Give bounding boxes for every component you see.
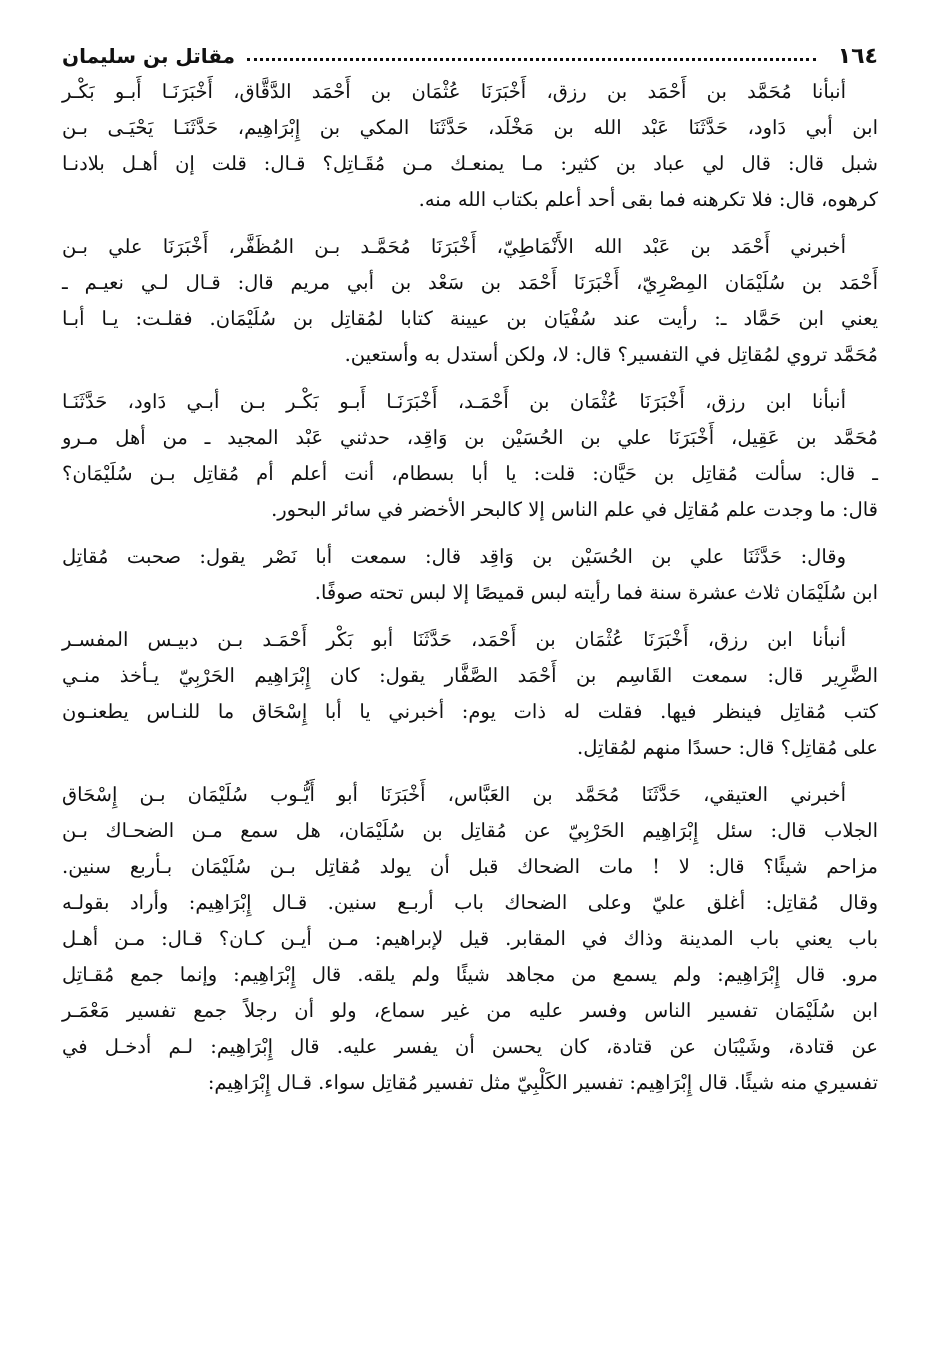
paragraph	[62, 777, 878, 1101]
running-head	[62, 38, 878, 74]
text-line: على مُقاتِل؟ قال: حسدًا منهم لمُقاتِل.	[577, 736, 878, 759]
text-line: مُحَمَّد بن عَقِيل، أَخْبَرَنَا علي بن الحُسَيْن بن وَاقِد، حدثني عَبْد المجيد ـ من أهل مـرو	[62, 426, 878, 449]
text-line: وقال مُقاتِل: أغلق عليّ وعلى الضحاك باب أربـع سنين. قـال إِبْرَاهِيم: وأراد بقولـه	[62, 891, 878, 914]
text-line: مزاحم شيئًا؟ قال: لا ! مات الضحاك قبل أن يولد مُقاتِل بـن سُلَيْمَان بـأربع سنين.	[62, 855, 878, 878]
text-line: ابن سُلَيْمَان تفسير الناس وفسر عليه من غير سماع، ولو أن رجلاً جمع تفسير مَعْمَـر	[62, 999, 878, 1022]
text-line: أنبأنا ابن رزق، أَخْبَرَنَا عُثْمَان بن أَحْمَـد، أَخْبَرَنَـا أَبـو بَكْـر بـن أبـي دَاود، حَدَّثَنَـا	[62, 390, 846, 413]
text-line: أخبرني أَحْمَد بن عَبْد الله الأَنْمَاطِيّ، أَخْبَرَنَا مُحَمَّـد بـن المُظَفَّر، أَخْبَرَنَا علي بـن	[62, 235, 846, 258]
text-line: شبل قال: قال لي عباد بن كثير: مـا يمنعـك مـن مُقَـاتِل؟ قـال: قلت إن أهـل بلادنـا	[62, 152, 878, 175]
text-line: أنبأنا ابن رزق، أَخْبَرَنَا عُثْمَان بن أَحْمَد، حَدَّثَنَا أبو بَكْر أَحْمَـد بـن دبيـس المفسـر	[62, 628, 846, 651]
text-line: الجلاب قال: سئل إِبْرَاهِيم الحَرْبِيّ عن مُقاتِل بن سُلَيْمَان، هل سمع مـن الضحـاك بـن	[62, 819, 878, 842]
text-line: ابن أبي دَاود، حَدَّثَنَا عَبْد الله بن مَخْلَد، حَدَّثَنَا المكي بن إِبْرَاهِيم، حَدَّثَنَـا يَحْيَـى بـن	[62, 116, 878, 139]
text-line: وقال: حَدَّثَنَا علي بن الحُسَيْن بن وَاقِد قال: سمعت أبا نَصْر يقول: صحبت مُقاتِل	[62, 545, 846, 568]
text-line: باب يعني باب المدينة وذاك في المقابر. قيل لإبراهيم: مـن أيـن كـان؟ قـال: مـن أهـل	[62, 927, 878, 950]
text-line: يعني ابن حَمَّاد ـ: رأيت عند سُفْيَان بن عيينة كتابا لمُقاتِل بن سُلَيْمَان. فقلـت: يـا أبـا	[62, 307, 878, 330]
paragraph	[62, 74, 878, 218]
paragraph	[62, 384, 878, 528]
text-line: كرهوه، قال: فلا تكرهنه فما بقى أحد أعلم بكتاب الله منه.	[418, 188, 878, 211]
paragraph	[62, 622, 878, 766]
page-number: ١٦٤	[837, 43, 878, 69]
text-line: الضَّرِير قال: سمعت القَاسِم بن أَحْمَد الصَّفَّار يقول: كان إِبْرَاهِيم الحَرْبِيّ يـأخذ منـي	[62, 664, 878, 687]
text-line: مُحَمَّد تروي لمُقاتِل في التفسير؟ قال: لا، ولكن أستدل به وأستعين.	[344, 343, 878, 366]
text-line: ابن سُلَيْمَان ثلاث عشرة سنة فما رأيته لبس قميصًا إلا لبس تحته صوفًا.	[314, 581, 878, 604]
text-line: قال: ما وجدت علم مُقاتِل في علم الناس إلا كالبحر الأخضر في سائر البحور.	[271, 498, 878, 521]
running-title: مقاتل بن سليمان	[62, 44, 236, 68]
text-line: أنبأنا مُحَمَّد بن أَحْمَد بن رزق، أَخْبَرَنَا عُثْمَان بن أَحْمَد الدَّقَّاق، أَخْبَرَنَـا أَبـو بَكْـر	[62, 80, 846, 103]
text-line: أخبرني العتيقي، حَدَّثَنَا مُحَمَّد بن العَبَّاس، أَخْبَرَنَا أبو أَيُّـوب سُلَيْمَان بـن إِسْحَاق	[62, 783, 846, 806]
text-line: ـ قال: سألت مُقاتِل بن حَيَّان: قلت: يا أبا بسطام، أنت أعلم أم مُقاتِل بـن سُلَيْمَان؟	[62, 462, 878, 485]
paragraph	[62, 539, 878, 611]
text-line: تفسيري منه شيئًا. قال إِبْرَاهِيم: تفسير الكَلْبِيّ مثل تفسير مُقاتِل سواء. قـال إِبْرَاهِيم:	[207, 1071, 878, 1094]
text-line: كتب مُقاتِل فينظر فيها. فقلت له ذات يوم: أخبرني يا أبا إِسْحَاق ما للنـاس يطعنـون	[62, 700, 878, 723]
text-line: عن قتادة، وشَيْبَان عن قتادة، كان يحسن أن يفسر عليه. قال إِبْرَاهِيم: لـم أدخـل في	[62, 1035, 878, 1058]
dotted-leader	[247, 58, 816, 61]
text-line: مرو. قال إِبْرَاهِيم: ولم يسمع من مجاهد شيئًا ولم يلقه. قال إِبْرَاهِيم: وإنما جمع مُقـاتِل	[62, 963, 878, 986]
paragraph	[62, 229, 878, 373]
text-line: أَحْمَد بن سُلَيْمَان المِصْرِيّ، أَخْبَرَنَا أَحْمَد بن سَعْد بن أبي مريم قال: قـال لـي نعيـم ـ	[62, 271, 878, 294]
body-text	[62, 74, 878, 1101]
